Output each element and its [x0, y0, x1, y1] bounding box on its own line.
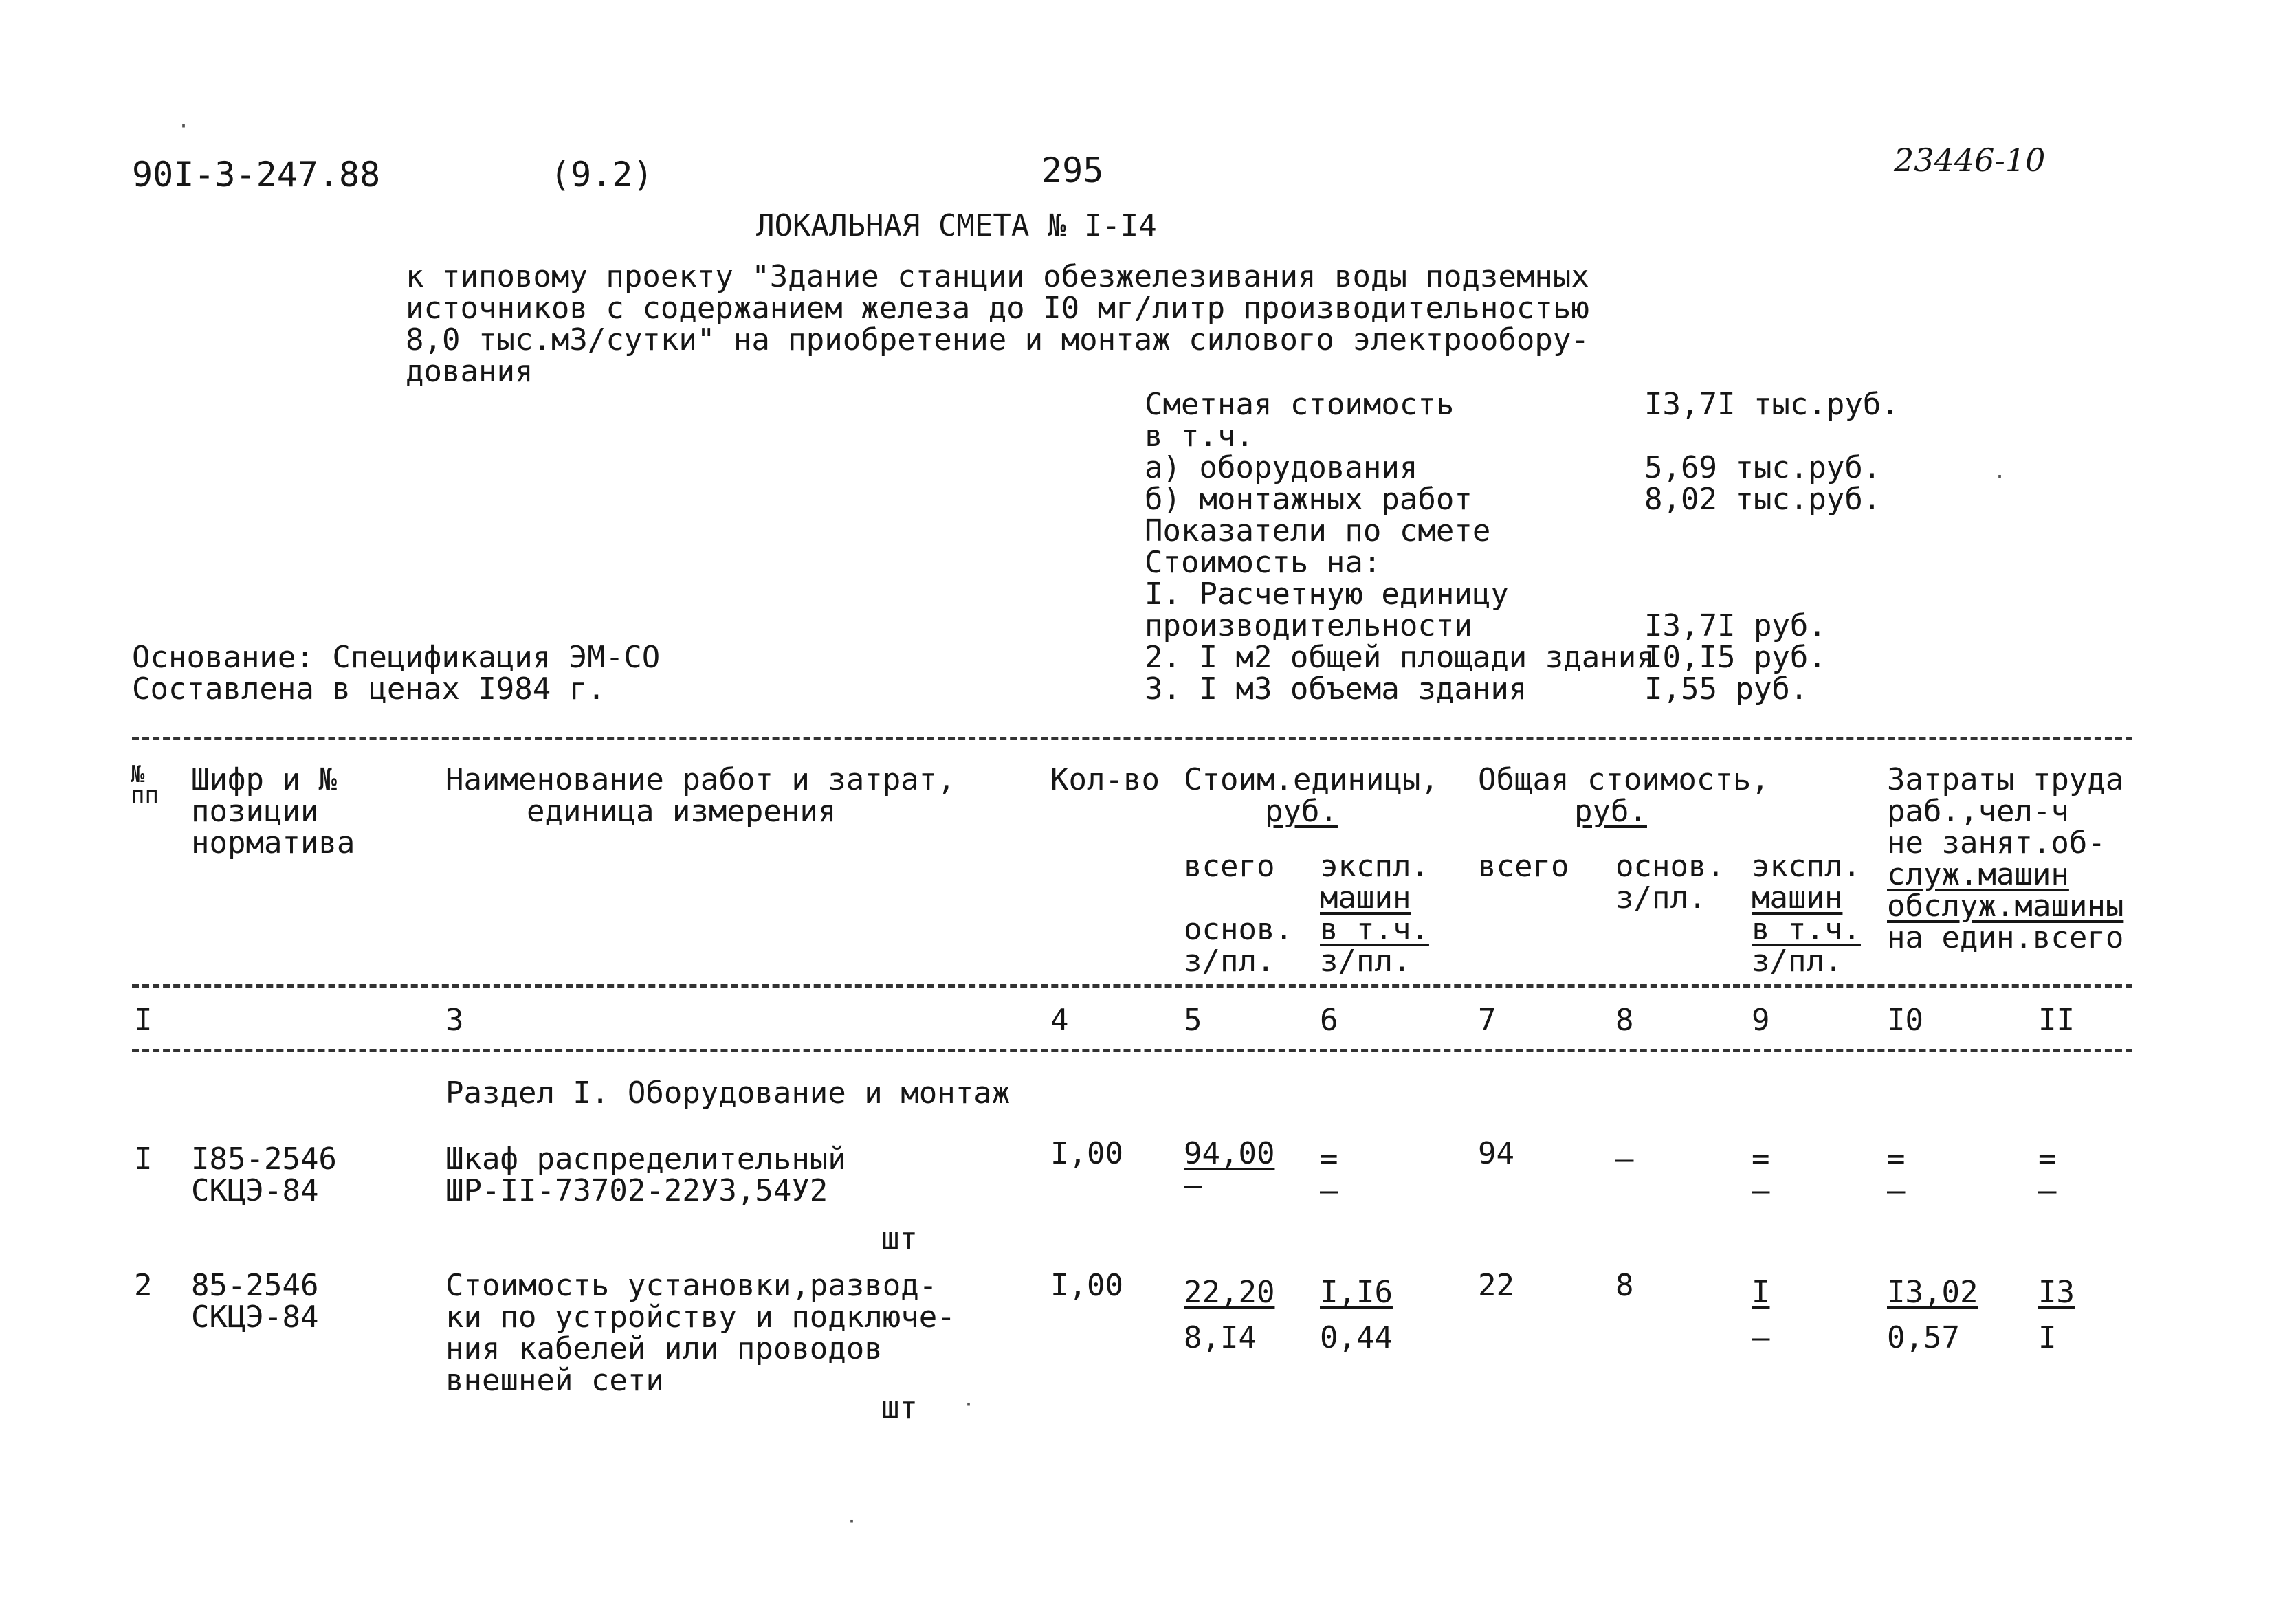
header-col6-line: в т.ч.	[1320, 912, 1429, 947]
row-unit-cost-machines-sub: 0,44	[1320, 1320, 1393, 1355]
row-number: 2	[134, 1268, 153, 1303]
row-name-line: внешней сети	[445, 1363, 664, 1398]
column-number: I0	[1887, 1003, 1923, 1038]
handwritten-number: 23446-10	[1894, 142, 2046, 179]
header-no	[131, 761, 159, 809]
row-machines-value: =	[1752, 1142, 1770, 1177]
header-unit-cost-line: Стоим.единицы,	[1184, 762, 1439, 797]
header-col9-line: в т.ч.	[1752, 912, 1861, 947]
scan-speck: ·	[1994, 465, 2007, 489]
header-labor	[1887, 764, 2123, 954]
row-unit-cost-total-value: 22,20	[1184, 1275, 1275, 1310]
header-col9	[1752, 851, 1861, 977]
cost-installation-value: 8,02 тыс.руб.	[1644, 482, 1881, 517]
row-total: 94	[1478, 1136, 1514, 1171]
row-unit-cost-machines-sub: –	[1320, 1173, 1338, 1208]
intro-line: источников с содержанием железа до I0 мг/литр производительностью	[406, 291, 1589, 326]
row-unit-cost-machines	[1320, 1144, 1338, 1207]
row-labor-unit-value: =	[1887, 1142, 1906, 1177]
header-labor-line: раб.,чел-ч	[1887, 794, 2069, 829]
header-col9-line: машин	[1752, 880, 1843, 915]
cost-label-m2: 2. I м2 общей площади здания	[1145, 640, 1655, 675]
row-labor-unit	[1887, 1270, 1978, 1361]
row-machines	[1752, 1270, 1770, 1361]
header-total-cost-line: руб.	[1574, 794, 1647, 829]
row-unit: шт	[881, 1390, 918, 1425]
table-header-rule	[132, 984, 2132, 988]
header-labor-line: обслуж.машины	[1887, 889, 2124, 924]
row-unit: шт	[881, 1221, 918, 1256]
header-col5-line: з/пл.	[1184, 944, 1275, 979]
row-code-line: 85-2546	[191, 1268, 319, 1303]
scan-speck: ·	[846, 1510, 859, 1534]
row-name-line: ния кабелей или проводов	[445, 1331, 883, 1366]
pricing-year-line: Составлена в ценах I984 г.	[132, 671, 606, 707]
header-col5-line: всего	[1184, 849, 1275, 884]
row-name	[445, 1144, 846, 1207]
header-name	[445, 764, 956, 827]
cost-per-m2-value: I0,I5 руб.	[1644, 640, 1826, 675]
header-col8-line: основ.	[1615, 849, 1725, 884]
header-col6-line: экспл.	[1320, 849, 1429, 884]
section-title: Раздел I. Оборудование и монтаж	[445, 1076, 1011, 1111]
row-code-line: СКЦЭ-84	[191, 1173, 319, 1208]
row-code	[191, 1144, 337, 1207]
header-col6	[1320, 851, 1429, 977]
row-unit-cost-total	[1184, 1270, 1274, 1361]
header-labor-line: Затраты труда	[1887, 762, 2124, 797]
row-name-line: ШР-II-73702-22У3,54У2	[445, 1173, 828, 1208]
header-col8	[1615, 851, 1725, 914]
header-code	[191, 764, 355, 859]
row-basic: –	[1615, 1142, 1634, 1177]
row-name-line: Стоимость установки,развод-	[445, 1268, 938, 1303]
row-labor-total-sub: –	[2038, 1173, 2057, 1208]
header-col9-line: экспл.	[1752, 849, 1861, 884]
row-labor-unit-sub: –	[1887, 1173, 1906, 1208]
header-labor-line: не занят.об-	[1887, 825, 2106, 860]
row-machines-value: I	[1752, 1275, 1770, 1310]
header-no-line: №	[131, 761, 145, 788]
cost-label-cost-per: Стоимость на:	[1145, 545, 1382, 580]
page-number: 295	[1041, 151, 1104, 190]
intro-line: 8,0 тыс.м3/сутки" на приобретение и монтаж силового электрообору-	[406, 322, 1589, 357]
row-machines-sub: –	[1752, 1173, 1770, 1208]
row-code	[191, 1270, 318, 1333]
row-unit-cost-machines-value: =	[1320, 1142, 1338, 1177]
header-col9-line: з/пл.	[1752, 944, 1843, 979]
column-number: 8	[1615, 1003, 1634, 1038]
row-code-line: СКЦЭ-84	[191, 1300, 319, 1335]
header-name-line: единица измерения	[527, 794, 837, 829]
row-labor-total	[2038, 1144, 2057, 1207]
cost-label-productivity: производительности	[1145, 608, 1472, 643]
column-number: 6	[1320, 1003, 1338, 1038]
header-name-line: Наименование работ и затрат,	[445, 762, 956, 797]
row-quantity: I,00	[1050, 1136, 1123, 1171]
cost-label-equipment: а) оборудования	[1145, 450, 1418, 485]
header-code-line: позиции	[191, 794, 319, 829]
cost-label-incl: в т.ч.	[1145, 419, 1254, 454]
column-number: II	[2038, 1003, 2075, 1038]
scan-speck: ·	[177, 115, 190, 139]
column-number: 5	[1184, 1003, 1202, 1038]
header-col7: всего	[1478, 849, 1569, 884]
table-top-rule	[132, 737, 2132, 740]
document-title: ЛОКАЛЬНАЯ СМЕТА № I-I4	[756, 208, 1157, 243]
header-labor-line: служ.машин	[1887, 857, 2069, 892]
basis-line: Основание: Спецификация ЭМ-СО	[132, 640, 661, 675]
header-code-line: Шифр и №	[191, 762, 337, 797]
cost-total-value: I3,7I тыс.руб.	[1644, 387, 1899, 422]
row-labor-total-value: =	[2038, 1142, 2057, 1177]
header-total-cost-line: Общая стоимость,	[1478, 762, 1769, 797]
scan-speck: ·	[962, 1393, 975, 1417]
row-unit-cost-machines	[1320, 1270, 1393, 1361]
row-name-line: ки по устройству и подключе-	[445, 1300, 956, 1335]
cost-label-total: Сметная стоимость	[1145, 387, 1455, 422]
row-unit-cost-machines-value: I,I6	[1320, 1275, 1393, 1310]
cost-label-indicators: Показатели по смете	[1145, 513, 1491, 548]
row-labor-total-sub: I	[2038, 1320, 2057, 1355]
document-code: 90I-3-247.88	[132, 155, 381, 194]
cost-per-m3-value: I,55 руб.	[1644, 671, 1809, 707]
column-number: 3	[445, 1003, 464, 1038]
header-col8-line: з/пл.	[1615, 880, 1707, 915]
document-part: (9.2)	[550, 155, 654, 194]
header-col5	[1184, 851, 1293, 977]
row-unit-cost-total-value: 94,00	[1184, 1136, 1275, 1171]
table-numbers-rule	[132, 1049, 2132, 1052]
cost-per-unit-value: I3,7I руб.	[1644, 608, 1826, 643]
column-number: 9	[1752, 1003, 1770, 1038]
header-col6-line: машин	[1320, 880, 1411, 915]
header-unit-cost	[1184, 764, 1439, 827]
row-machines-sub: –	[1752, 1320, 1770, 1355]
row-number: I	[134, 1142, 153, 1177]
row-name	[445, 1270, 956, 1397]
column-number: 4	[1050, 1003, 1069, 1038]
column-number: 7	[1478, 1003, 1497, 1038]
cost-label-unit: I. Расчетную единицу	[1145, 577, 1509, 612]
row-labor-total-value: I3	[2038, 1275, 2075, 1310]
header-no-line: пп	[131, 781, 159, 809]
intro-line: к типовому проекту "Здание станции обезжелезивания воды подземных	[406, 259, 1589, 294]
row-labor-unit-sub: 0,57	[1887, 1320, 1960, 1355]
cost-label-installation: б) монтажных работ	[1145, 482, 1472, 517]
row-unit-cost-basic-value: 8,I4	[1184, 1320, 1257, 1355]
row-unit-cost-basic-value: –	[1184, 1168, 1202, 1203]
row-code-line: I85-2546	[191, 1142, 337, 1177]
header-col5-line: основ.	[1184, 912, 1293, 947]
cost-label-m3: 3. I м3 объема здания	[1145, 671, 1527, 707]
row-labor-unit-value: I3,02	[1887, 1275, 1978, 1310]
row-labor-total	[2038, 1270, 2075, 1361]
header-unit-cost-line: руб.	[1265, 794, 1338, 829]
header-col6-line: з/пл.	[1320, 944, 1411, 979]
row-name-line: Шкаф распределительный	[445, 1142, 846, 1177]
header-total-cost	[1478, 764, 1769, 827]
row-total: 22	[1478, 1268, 1514, 1303]
header-labor-line: на един.всего	[1887, 920, 2124, 955]
intro-line: дования	[406, 354, 533, 389]
header-code-line: норматива	[191, 825, 355, 860]
row-labor-unit	[1887, 1144, 1906, 1207]
row-basic: 8	[1615, 1268, 1634, 1303]
cost-equipment-value: 5,69 тыс.руб.	[1644, 450, 1881, 485]
row-quantity: I,00	[1050, 1268, 1123, 1303]
column-number: I	[134, 1003, 153, 1038]
row-unit-cost-total	[1184, 1138, 1274, 1201]
header-quantity: Кол-во	[1050, 762, 1160, 797]
row-machines	[1752, 1144, 1770, 1207]
